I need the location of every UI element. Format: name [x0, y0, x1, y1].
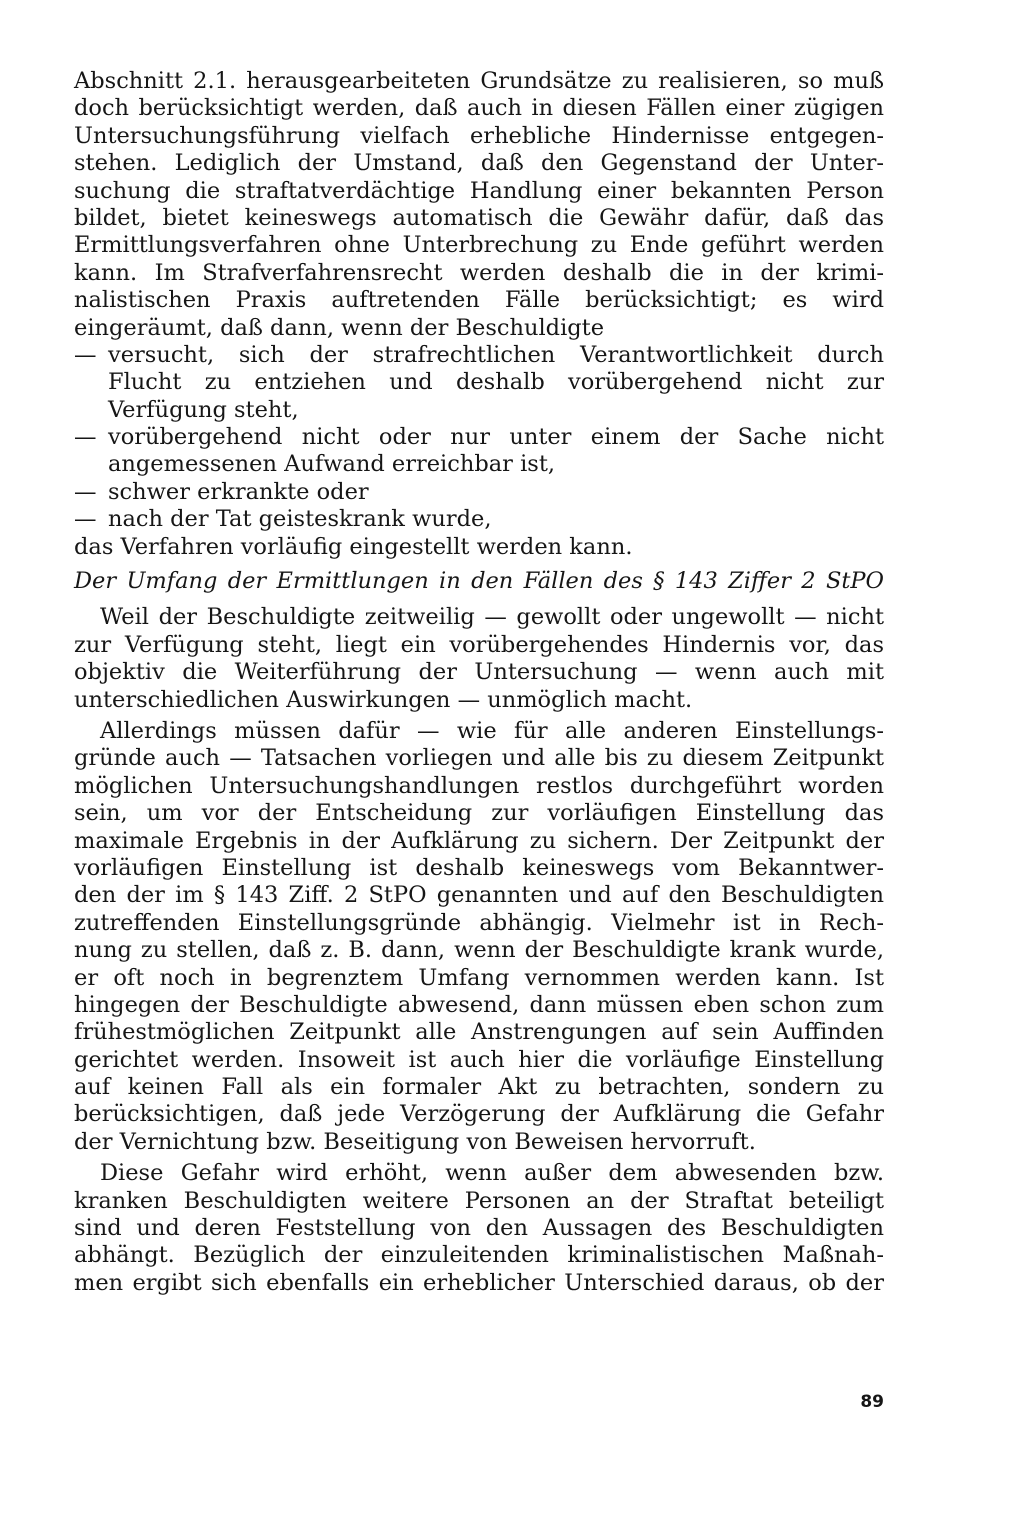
- bullet-line: [74, 424, 884, 451]
- text-line: frühestmöglichen Zeitpunkt alle Anstrengungen auf sein Auffinden: [74, 1019, 884, 1046]
- text-line: eingeräumt, daß dann, wenn der Beschuldigte: [74, 314, 605, 341]
- text-line: Diese Gefahr wird erhöht, wenn außer dem abwesenden bzw.: [100, 1160, 884, 1187]
- text-line: objektiv die Weiterführung der Untersuchung — wenn auch mit: [74, 659, 884, 686]
- text-line: kranken Beschuldigten weitere Personen an der Straftat beteiligt: [74, 1187, 884, 1214]
- text-line: er oft noch in begrenztem Umfang vernommen werden kann. Ist: [74, 964, 884, 991]
- text-line: Flucht zu entziehen und deshalb vorübergehend nicht zur: [108, 369, 884, 396]
- text-line: Verfügung steht,: [108, 396, 299, 423]
- text-line: sind und deren Feststellung von den Aussagen des Beschuldigten: [74, 1215, 884, 1242]
- text-line: zutreffenden Einstellungsgründe abhängig. Vielmehr ist in Rech-: [74, 909, 884, 936]
- bullet-line: [74, 479, 884, 506]
- text-line: angemessenen Aufwand erreichbar ist,: [108, 451, 556, 478]
- text-line: Ermittlungsverfahren ohne Unterbrechung zu Ende geführt werden: [74, 232, 884, 259]
- dash-marker: —: [74, 341, 97, 368]
- text-line: kann. Im Strafverfahrensrecht werden deshalb die in der krimi-: [74, 259, 884, 286]
- bullet-line: [74, 506, 884, 533]
- text-line: bildet, bietet keineswegs automatisch die Gewähr dafür, daß das: [74, 204, 884, 231]
- paragraph-1: [74, 604, 884, 714]
- intro-paragraph: [74, 68, 884, 342]
- text-line: nalistischen Praxis auftretenden Fälle berücksichtigt; es wird: [74, 287, 884, 314]
- list-item: [74, 424, 884, 479]
- text-line: Weil der Beschuldigte zeitweilig — gewollt oder ungewollt — nicht: [100, 604, 884, 631]
- text-line: maximale Ergebnis in der Aufklärung zu sichern. Der Zeitpunkt der: [74, 827, 884, 854]
- text-line: möglichen Untersuchungshandlungen restlos durchgeführt worden: [74, 772, 884, 799]
- paragraph-2: [74, 718, 884, 1156]
- dash-marker: —: [74, 506, 97, 533]
- text-line: abhängt. Bezüglich der einzuleitenden kriminalistischen Maßnah-: [74, 1242, 884, 1269]
- text-line: men ergibt sich ebenfalls ein erheblicher Unterschied daraus, ob der: [74, 1269, 884, 1296]
- text-line: stehen. Lediglich der Umstand, daß den Gegenstand der Unter-: [74, 150, 884, 177]
- list-item: [74, 506, 884, 533]
- text-line: der Vernichtung bzw. Beseitigung von Beweisen hervorruft.: [74, 1128, 756, 1155]
- text-line: den der im § 143 Ziff. 2 StPO genannten und auf den Beschuldigten: [74, 882, 884, 909]
- text-line: auf keinen Fall als ein formaler Akt zu betrachten, sondern zu: [74, 1074, 884, 1101]
- bullet-text: vorübergehend nicht oder nur unter einem der Sache nicht: [108, 424, 884, 451]
- bullet-text: nach der Tat geisteskrank wurde,: [108, 506, 492, 533]
- list-item: [74, 342, 884, 424]
- text-line: sein, um vor der Entscheidung zur vorläufigen Einstellung das: [74, 800, 884, 827]
- text-line: berücksichtigen, daß jede Verzögerung der Aufklärung die Gefahr: [74, 1101, 884, 1128]
- text-line: hingegen der Beschuldigte abwesend, dann müssen eben schon zum: [74, 991, 884, 1018]
- paragraph-3: [74, 1160, 884, 1297]
- text-line: Untersuchungsführung vielfach erhebliche Hindernisse entgegen-: [74, 122, 884, 149]
- text-line: doch berücksichtigt werden, daß auch in diesen Fällen einer zügigen: [74, 95, 884, 122]
- closing-line: das Verfahren vorläufig eingestellt werden kann.: [74, 533, 633, 560]
- text-line: zur Verfügung steht, liegt ein vorübergehendes Hindernis vor, das: [74, 631, 884, 658]
- page-number: 89: [860, 1392, 884, 1412]
- page-body: [74, 68, 884, 1297]
- bullet-line: [74, 342, 884, 369]
- section-heading: Der Umfang der Ermittlungen in den Fällen des § 143 Ziffer 2 StPO: [74, 568, 884, 595]
- text-line: vorläufigen Einstellung ist deshalb keineswegs vom Bekanntwer-: [74, 854, 884, 881]
- bullet-text: schwer erkrankte oder: [108, 478, 369, 505]
- text-line: nung zu stellen, daß z. B. dann, wenn der Beschuldigte krank wurde,: [74, 937, 884, 964]
- text-line: gerichtet werden. Insoweit ist auch hier die vorläufige Einstellung: [74, 1046, 884, 1073]
- bullet-list: [74, 342, 884, 534]
- dash-marker: —: [74, 478, 97, 505]
- text-line: Abschnitt 2.1. herausgearbeiteten Grundsätze zu realisieren, so muß: [74, 68, 884, 94]
- text-line: gründe auch — Tatsachen vorliegen und alle bis zu diesem Zeitpunkt: [74, 745, 884, 772]
- text-line: unterschiedlichen Auswirkungen — unmöglich macht.: [74, 686, 693, 713]
- text-line: Allerdings müssen dafür — wie für alle anderen Einstellungs-: [100, 717, 884, 744]
- text-line: suchung die straftatverdächtige Handlung einer bekannten Person: [74, 177, 884, 204]
- list-item: [74, 479, 884, 506]
- bullet-text: versucht, sich der strafrechtlichen Verantwortlichkeit durch: [108, 341, 884, 368]
- dash-marker: —: [74, 424, 97, 451]
